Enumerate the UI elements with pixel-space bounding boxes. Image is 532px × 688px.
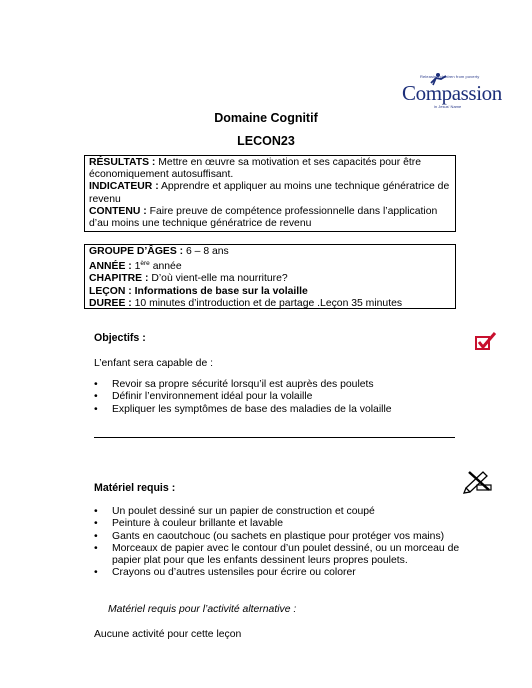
annee-num: 1 [131, 261, 141, 273]
results-box [84, 155, 456, 232]
list-item: • Définir l’environnement idéal pour la volaille [94, 391, 474, 403]
duree-label: DUREE : [89, 297, 132, 309]
groupe-text: 6 – 8 ans [183, 246, 229, 257]
section-divider [94, 437, 455, 438]
list-item: • Revoir sa propre sécurité lorsqu’il est auprès des poulets [94, 379, 474, 391]
checkbox-check-icon [474, 331, 498, 351]
annee-sup: ère [140, 260, 150, 268]
lecon-text: LEÇON : Informations de base sur la volaille [89, 285, 308, 297]
compassion-logo [402, 72, 502, 112]
groupe-label: GROUPE D’ÂGES : [89, 246, 184, 257]
annee-label: ANNÉE : [89, 261, 132, 273]
indicateur-text: Apprendre et appliquer au moins une technique génératrice de revenu [89, 181, 450, 205]
chapitre-label: CHAPITRE : [89, 273, 149, 285]
lecon-line [89, 286, 451, 298]
contenu-line [89, 206, 451, 230]
groupe-line [89, 246, 451, 258]
indicateur-label: INDICATEUR : [89, 181, 159, 193]
duree-text: 10 minutes d’introduction et de partage .Leçon 35 minutes [131, 297, 403, 309]
resultats-line [89, 157, 451, 181]
alt-materiel-text: Aucune activité pour cette leçon [94, 629, 242, 640]
list-item: • Expliquer les symptômes de base des maladies de la volaille [94, 404, 474, 416]
annee-text: année [149, 261, 182, 273]
materiel-list [94, 506, 474, 580]
domain-title: Domaine Cognitif [214, 111, 318, 125]
resultats-text: Mettre en œuvre sa motivation et ses capacités pour être économiquement autosuffisant. [89, 157, 422, 181]
chapitre-text: D’où vient-elle ma nourriture? [148, 273, 288, 285]
lesson-info-box [84, 244, 456, 309]
logo-subtitle: in Jesus' Name [434, 104, 462, 109]
contenu-label: CONTENU : [89, 205, 147, 217]
pencil-crayon-icon [463, 468, 493, 494]
logo-tagline: Releasing children from poverty [420, 74, 480, 79]
list-item: • Morceaux de papier avec le contour d’un poulet dessiné, ou un morceau de papier plat pour que les enfants dessinent leurs propres poulets. [94, 543, 474, 568]
duree-line [89, 298, 451, 310]
materiel-title: Matériel requis : [94, 482, 176, 494]
objectifs-title: Objectifs : [94, 332, 146, 344]
chapitre-line [89, 273, 451, 285]
resultats-label: RÉSULTATS : [89, 157, 156, 168]
list-item: • Gants en caoutchouc (ou sachets en plastique pour protéger vos mains) [94, 531, 474, 543]
list-item: • Peinture à couleur brillante et lavable [94, 518, 474, 530]
logo-wordmark: Compassion [402, 81, 502, 105]
contenu-text: Faire preuve de compétence professionnelle dans l’application d’au moins une technique génératrice de revenu [89, 205, 438, 230]
objectifs-intro: L’enfant sera capable de : [94, 358, 214, 369]
indicateur-line [89, 181, 451, 205]
objectifs-list [94, 379, 474, 416]
annee-line [89, 258, 451, 273]
list-item: • Un poulet dessiné sur un papier de construction et coupé [94, 506, 474, 518]
lesson-title: LECON23 [237, 134, 295, 148]
list-item: • Crayons ou d’autres ustensiles pour écrire ou colorer [94, 567, 474, 579]
alt-materiel-title: Matériel requis pour l’activité alternative : [108, 604, 297, 615]
